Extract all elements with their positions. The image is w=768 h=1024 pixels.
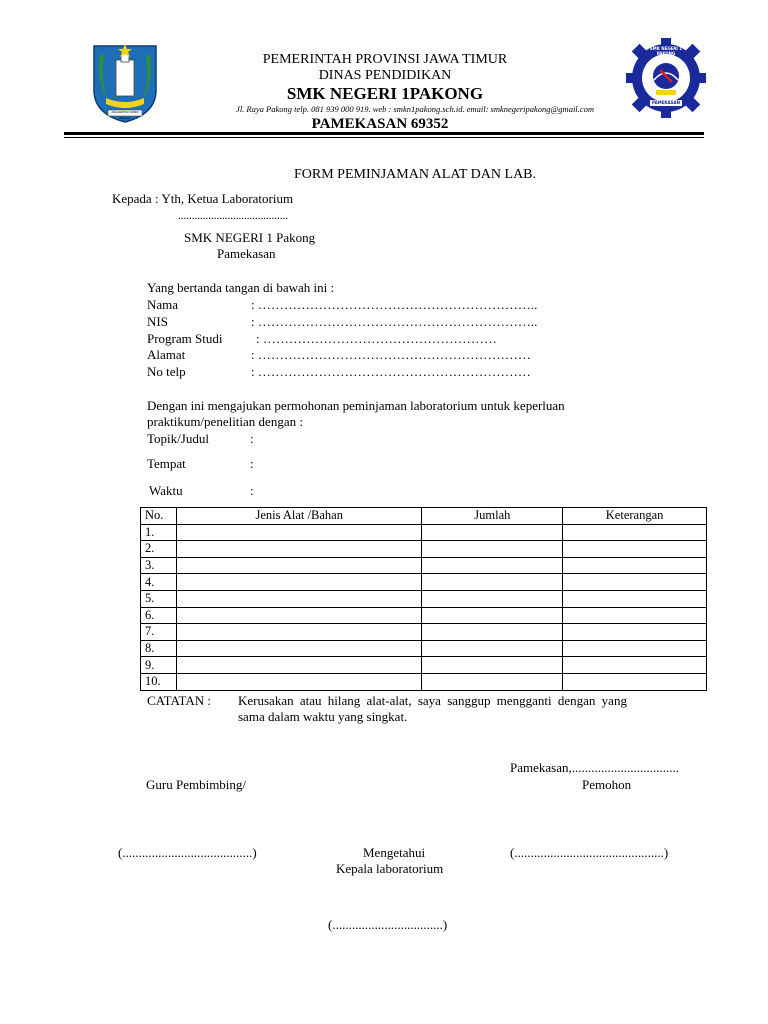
pemohon-label: Pemohon [582,777,632,792]
letterhead-school: SMK NEGERI 1PAKONG [286,84,484,103]
cell-jumlah[interactable] [422,557,563,574]
field-value-nis[interactable]: : ……………………………………………………….. [251,314,538,329]
field-value-program-studi[interactable]: : ……………………………………………… [256,331,497,346]
cell-jenis[interactable] [176,590,421,607]
recipient-dots: ........................................ [178,210,288,222]
recipient-line: Kepada : Yth, Ketua Laboratorium [112,191,294,206]
cell-jenis[interactable] [176,673,421,690]
table-row [141,574,707,591]
table-row [141,524,707,541]
cell-jenis[interactable] [176,524,421,541]
cell-keterangan[interactable] [563,590,707,607]
cell-jumlah[interactable] [422,657,563,674]
cell-jenis[interactable] [176,607,421,624]
letterhead-province: PEMERINTAH PROVINSI JAWA TIMUR [262,52,508,67]
kepala-signature-blank[interactable]: (..................................) [328,917,448,932]
header-jenis: Jenis Alat /Bahan [176,508,421,525]
topik-colon[interactable]: : [250,431,254,446]
request-line-2: praktikum/penelitian dengan : [147,414,303,429]
school-logo-text-top: SMK NEGERI 1 PAKONG [649,46,683,56]
pemohon-signature-blank[interactable]: (..............................................) [510,845,669,860]
table-row [141,624,707,641]
provincial-logo [86,40,164,124]
cell-jenis[interactable] [176,541,421,558]
items-table [140,507,707,691]
field-label-nama: Nama [147,297,179,312]
row-number: 6. [141,607,177,624]
cell-jumlah[interactable] [422,640,563,657]
mengetahui-label: Mengetahui [363,845,426,860]
table-row [141,541,707,558]
row-number: 3. [141,557,177,574]
field-value-alamat[interactable]: : ……………………………………………………… [251,347,531,362]
row-number: 7. [141,624,177,641]
kepala-lab-label: Kepala laboratorium [336,861,444,876]
cell-jumlah[interactable] [422,607,563,624]
row-number: 9. [141,657,177,674]
cell-keterangan[interactable] [563,657,707,674]
catatan-label: CATATAN : [147,693,212,708]
table-header-row [141,508,707,525]
header-keterangan: Keterangan [563,508,707,525]
provincial-logo-motto: ANGGAREKSO KUBRO BIKSOKO [111,111,139,120]
cell-keterangan[interactable] [563,640,707,657]
place-date[interactable]: Pamekasan,................................. [510,760,679,775]
letterhead-rule-thick [64,132,704,135]
table-row [141,607,707,624]
catatan-line-1: Kerusakan atau hilang alat-alat, saya sanggup mengganti dengan yang [238,693,627,708]
cell-jumlah[interactable] [422,624,563,641]
letterhead-rule-thin [64,137,704,138]
cell-jumlah[interactable] [422,541,563,558]
identity-intro: Yang bertanda tangan di bawah ini : [147,280,335,295]
cell-jenis[interactable] [176,624,421,641]
tempat-colon[interactable]: : [250,456,254,471]
guru-pembimbing-label: Guru Pembimbing/ [146,777,247,792]
guru-signature-blank[interactable]: (........................................) [118,845,257,860]
recipient-school: SMK NEGERI 1 Pakong [184,230,316,245]
table-row [141,590,707,607]
cell-jumlah[interactable] [422,590,563,607]
field-label-no-telp: No telp [147,364,186,379]
cell-jenis[interactable] [176,557,421,574]
form-title: FORM PEMINJAMAN ALAT DAN LAB. [293,167,537,182]
cell-jenis[interactable] [176,657,421,674]
cell-jumlah[interactable] [422,574,563,591]
letterhead-city: PAMEKASAN 69352 [311,116,449,132]
cell-keterangan[interactable] [563,673,707,690]
table-row [141,657,707,674]
header-jumlah: Jumlah [422,508,563,525]
recipient-city: Pamekasan [217,246,276,261]
field-label-alamat: Alamat [147,347,186,362]
waktu-colon[interactable]: : [250,483,254,498]
cell-keterangan[interactable] [563,624,707,641]
row-number: 10. [141,673,177,690]
cell-jenis[interactable] [176,640,421,657]
cell-jenis[interactable] [176,574,421,591]
letterhead-address: Jl. Raya Pakong telp. 081 939 000 919. web : smkn1pakong.sch.id. email: smknegeripakong@gmail.com [236,104,594,114]
field-value-no-telp[interactable]: : ……………………………………………………… [251,364,531,379]
header-no: No. [141,508,177,525]
school-logo-text-bottom: PAMEKASAN [652,100,680,105]
field-label-program-studi: Program Studi [147,331,223,346]
cell-keterangan[interactable] [563,524,707,541]
cell-keterangan[interactable] [563,557,707,574]
cell-keterangan[interactable] [563,541,707,558]
catatan-line-2: sama dalam waktu yang singkat. [238,709,408,724]
letterhead-agency: DINAS PENDIDIKAN [318,68,452,83]
row-number: 1. [141,524,177,541]
table-row [141,640,707,657]
row-number: 4. [141,574,177,591]
table-row [141,557,707,574]
cell-jumlah[interactable] [422,673,563,690]
row-number: 2. [141,541,177,558]
field-value-nama[interactable]: : ……………………………………………………….. [251,297,538,312]
cell-jumlah[interactable] [422,524,563,541]
table-row [141,673,707,690]
topik-label: Topik/Judul [147,431,209,446]
cell-keterangan[interactable] [563,607,707,624]
row-number: 5. [141,590,177,607]
waktu-label: Waktu [149,483,183,498]
tempat-label: Tempat [147,456,186,471]
request-line-1: Dengan ini mengajukan permohonan peminjaman laboratorium untuk keperluan [147,398,565,413]
field-label-nis: NIS [147,314,168,329]
row-number: 8. [141,640,177,657]
cell-keterangan[interactable] [563,574,707,591]
